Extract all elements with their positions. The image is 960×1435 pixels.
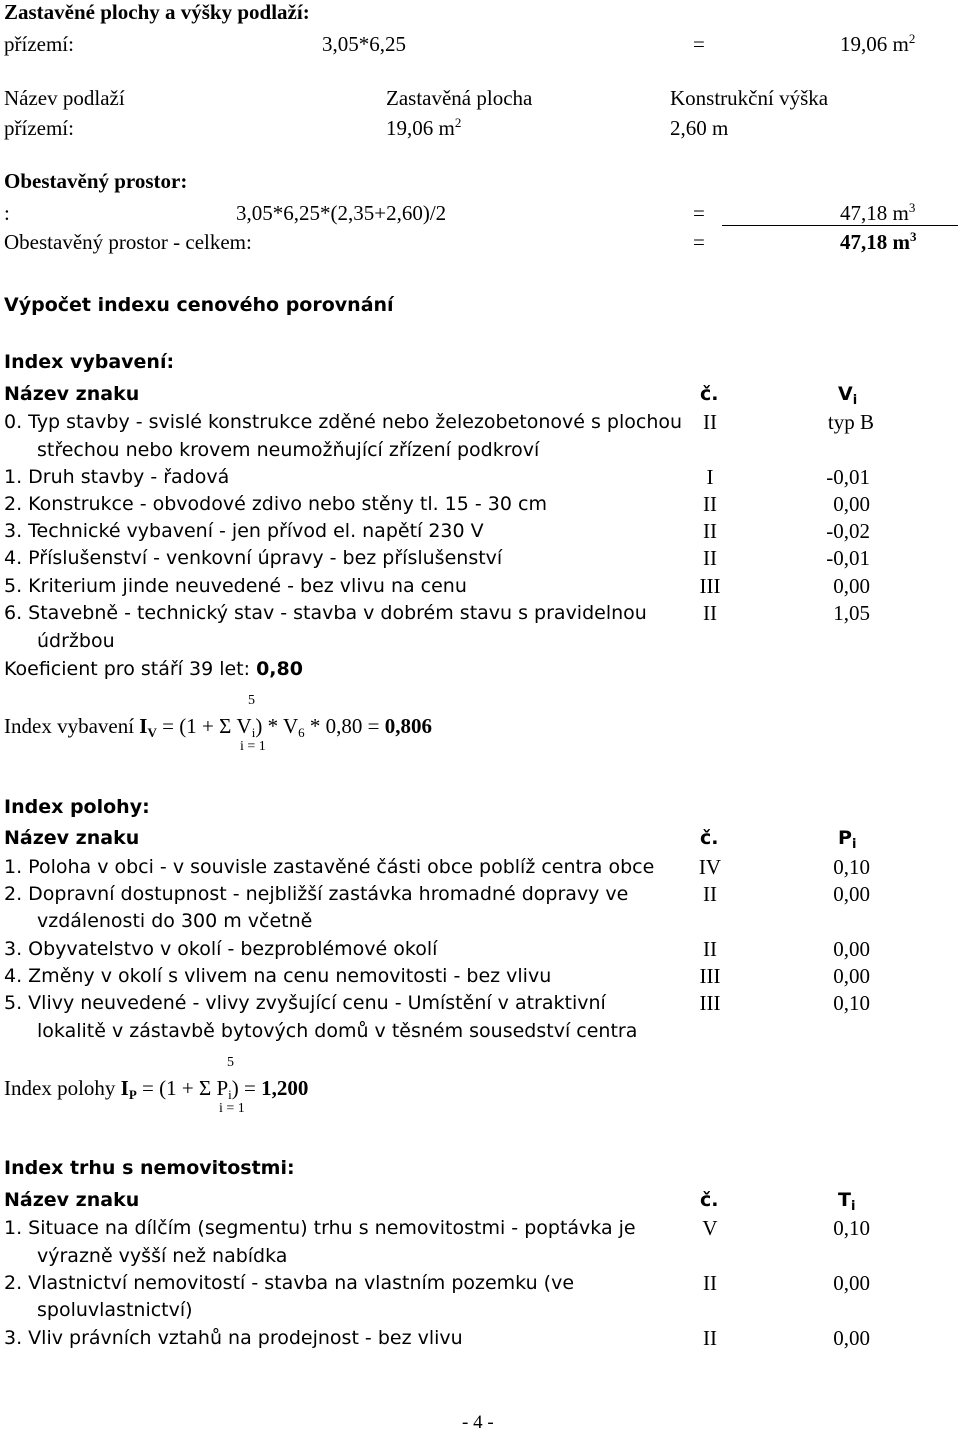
trhu-row-2-c: II bbox=[703, 1326, 717, 1350]
vybaveni-row-3-v: -0,02 bbox=[826, 519, 870, 543]
vybaveni-row-1-line1: 1. Druh stavby - řadová bbox=[4, 466, 230, 488]
obestaveny-total-value: 47,18 $m^3$ bbox=[840, 229, 917, 254]
zastavene-row-formula: 3,05*6,25 bbox=[322, 32, 406, 56]
vybaveni-row-6-c: II bbox=[703, 601, 717, 625]
vybaveni-row-2-v: 0,00 bbox=[833, 492, 870, 516]
polohy-row-4-c: III bbox=[699, 991, 721, 1015]
obestaveny-total-label: Obestavěný prostor - celkem: bbox=[4, 230, 252, 254]
trhu-row-0-c: V bbox=[702, 1216, 718, 1240]
vybaveni-col-c: č. bbox=[700, 383, 719, 405]
index-polohy-formula: Index polohy $I_P = (1 + \Sigma$ $P_i) = 1,200$ bbox=[4, 1076, 309, 1102]
vybaveni-row-4-v: -0,01 bbox=[826, 546, 870, 570]
trhu-row-2-line1: 3. Vliv právních vztahů na prodejnost - bez vlivu bbox=[4, 1327, 463, 1349]
polohy-row-2-v: 0,00 bbox=[833, 937, 870, 961]
vybaveni-row-0-c: II bbox=[703, 410, 717, 434]
trhu-row-1-line2: spoluvlastnictví) bbox=[37, 1299, 193, 1321]
obestaveny-row-formula: 3,05*6,25*(2,35+2,60)/2 bbox=[236, 201, 447, 225]
trhu-col-c: č. bbox=[700, 1189, 719, 1211]
vybaveni-row-3-c: II bbox=[703, 519, 717, 543]
trhu-row-0-line1: 1. Situace na dílčím (segmentu) trhu s nemovitostmi - poptávka je bbox=[4, 1217, 636, 1239]
trhu-row-1-v: 0,00 bbox=[833, 1271, 870, 1295]
zastavene-row-eq: = bbox=[693, 32, 705, 56]
polohy-row-4-line1: 5. Vlivy neuvedené - vlivy zvyšující cenu - Umístění v atraktivní bbox=[4, 992, 606, 1014]
index-polohy-heading: Index polohy: bbox=[4, 796, 150, 818]
vybaveni-row-2-c: II bbox=[703, 492, 717, 516]
vybaveni-row-6-line1: 6. Stavebně - technický stav - stavba v dobrém stavu s pravidelnou bbox=[4, 602, 647, 624]
vybaveni-row-5-c: III bbox=[699, 574, 721, 598]
vybaveni-row-5-v: 0,00 bbox=[833, 574, 870, 598]
table-header-area: Zastavěná plocha bbox=[386, 86, 533, 110]
table-header-height: Konstrukční výška bbox=[670, 86, 829, 110]
polohy-row-4-v: 0,10 bbox=[833, 991, 870, 1015]
sum-divider bbox=[722, 225, 958, 226]
polohy-row-1-v: 0,00 bbox=[833, 882, 870, 906]
polohy-sigma-bottom: i = 1 bbox=[219, 1101, 245, 1116]
table-header-floor: Název podlaží bbox=[4, 86, 125, 110]
trhu-row-1-line1: 2. Vlastnictví nemovitostí - stavba na vlastním pozemku (ve bbox=[4, 1272, 575, 1294]
table-row-height: 2,60 m bbox=[670, 116, 729, 140]
obestaveny-row-eq: = bbox=[693, 201, 705, 225]
polohy-row-3-v: 0,00 bbox=[833, 964, 870, 988]
polohy-row-2-line1: 3. Obyvatelstvo v okolí - bezproblémové okolí bbox=[4, 938, 438, 960]
trhu-col-name: Název znaku bbox=[4, 1189, 140, 1211]
polohy-sigma-top: 5 bbox=[227, 1055, 234, 1070]
vybaveni-row-3-line1: 3. Technické vybavení - jen přívod el. napětí 230 V bbox=[4, 520, 484, 542]
zastavene-heading: Zastavěné plochy a výšky podlaží: bbox=[4, 0, 310, 24]
vybaveni-sigma-bottom: i = 1 bbox=[240, 739, 266, 754]
vybaveni-row-4-c: II bbox=[703, 546, 717, 570]
vybaveni-col-v: $V_i$ bbox=[838, 383, 858, 408]
obestaveny-heading: Obestavěný prostor: bbox=[4, 169, 188, 193]
vybaveni-row-0-line2: střechou nebo krovem neumožňující zřízení podkroví bbox=[37, 439, 540, 461]
polohy-row-2-c: II bbox=[703, 937, 717, 961]
polohy-col-c: č. bbox=[700, 827, 719, 849]
zastavene-row-value: 19,06 $m^2$ bbox=[840, 31, 916, 56]
table-row-area: 19,06 $m^2$ bbox=[386, 115, 462, 140]
vybaveni-row-4-line1: 4. Příslušenství - venkovní úpravy - bez příslušenství bbox=[4, 547, 503, 569]
zastavene-row-label: přízemí: bbox=[4, 32, 74, 56]
polohy-row-3-c: III bbox=[699, 964, 721, 988]
table-row-floor: přízemí: bbox=[4, 116, 74, 140]
trhu-row-0-v: 0,10 bbox=[833, 1216, 870, 1240]
vybaveni-sigma-top: 5 bbox=[248, 693, 255, 708]
vypocet-heading: Výpočet indexu cenového porovnání bbox=[4, 294, 394, 316]
polohy-row-1-c: II bbox=[703, 882, 717, 906]
polohy-row-0-v: 0,10 bbox=[833, 855, 870, 879]
polohy-row-1-line2: vzdálenosti do 300 m včetně bbox=[37, 910, 313, 932]
vybaveni-col-name: Název znaku bbox=[4, 383, 140, 405]
polohy-col-p: $P_i$ bbox=[838, 827, 857, 852]
obestaveny-row-value: 47,18 $m^3$ bbox=[840, 200, 916, 225]
polohy-row-0-line1: 1. Poloha v obci - v souvisle zastavěné části obce poblíž centra obce bbox=[4, 856, 655, 878]
vybaveni-row-6-v: 1,05 bbox=[833, 601, 870, 625]
trhu-row-2-v: 0,00 bbox=[833, 1326, 870, 1350]
koeficient-line: Koeficient pro stáří 39 let: 0,80 bbox=[4, 658, 303, 680]
vybaveni-row-1-v: -0,01 bbox=[826, 465, 870, 489]
vybaveni-row-0-v: typ B bbox=[827, 410, 874, 434]
polohy-row-4-line2: lokalitě v zástavbě bytových domů v těsném sousedství centra bbox=[37, 1020, 638, 1042]
vybaveni-row-0-line1: 0. Typ stavby - svislé konstrukce zděné nebo železobetonové s plochou bbox=[4, 411, 683, 433]
trhu-row-0-line2: výrazně vyšší než nabídka bbox=[37, 1245, 288, 1267]
polohy-row-3-line1: 4. Změny v okolí s vlivem na cenu nemovitosti - bez vlivu bbox=[4, 965, 552, 987]
trhu-col-t: $T_i$ bbox=[838, 1189, 856, 1214]
index-vybaveni-formula: Index vybavení $I_V = (1 + \Sigma$ $V_i) * V_6 * 0,80 = 0,806$ bbox=[4, 714, 432, 740]
index-trhu-heading: Index trhu s nemovitostmi: bbox=[4, 1157, 295, 1179]
vybaveni-row-1-c: I bbox=[706, 465, 714, 489]
polohy-row-1-line1: 2. Dopravní dostupnost - nejbližší zastávka hromadné dopravy ve bbox=[4, 883, 629, 905]
vybaveni-row-5-line1: 5. Kriterium jinde neuvedené - bez vlivu na cenu bbox=[4, 575, 467, 597]
vybaveni-row-6-line2: údržbou bbox=[37, 630, 115, 652]
page-number: - 4 - bbox=[462, 1412, 494, 1433]
obestaveny-total-eq: = bbox=[693, 230, 705, 254]
polohy-col-name: Název znaku bbox=[4, 827, 140, 849]
vybaveni-row-2-line1: 2. Konstrukce - obvodové zdivo nebo stěny tl. 15 - 30 cm bbox=[4, 493, 547, 515]
polohy-row-0-c: IV bbox=[698, 855, 722, 879]
trhu-row-1-c: II bbox=[703, 1271, 717, 1295]
index-vybaveni-heading: Index vybavení: bbox=[4, 351, 175, 373]
obestaveny-row-label: : bbox=[4, 201, 10, 225]
